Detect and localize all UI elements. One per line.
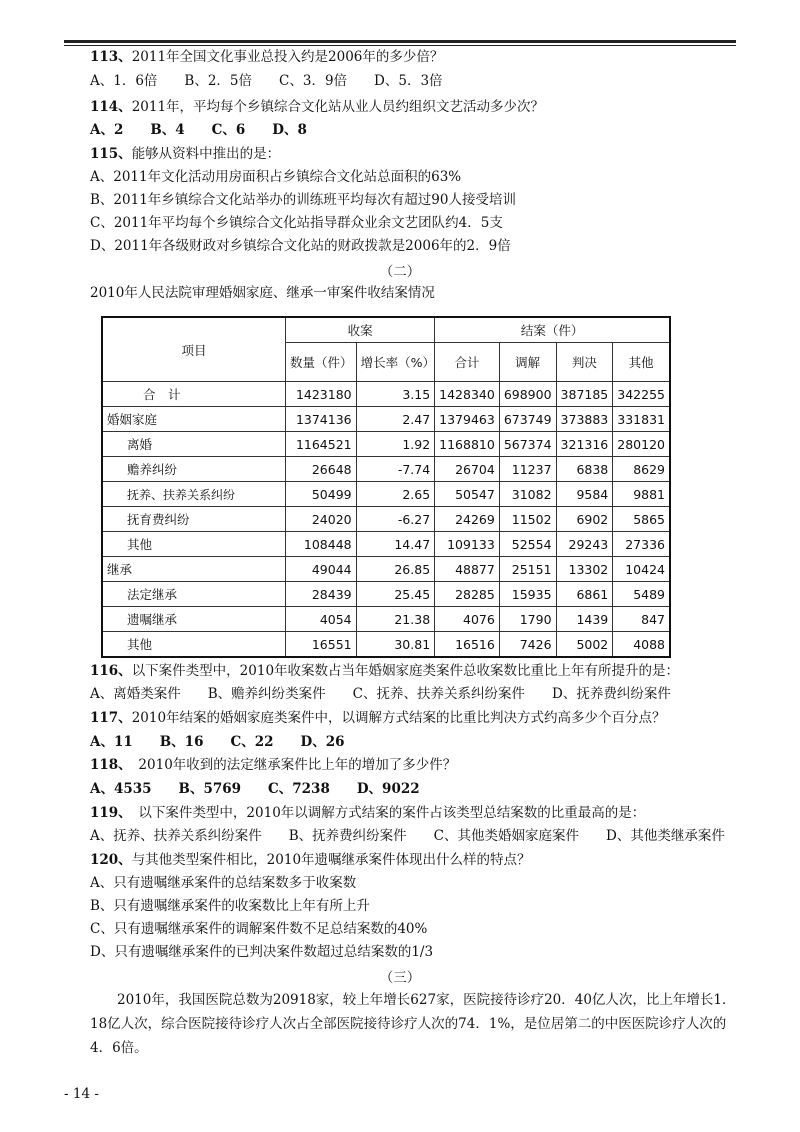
page-number: - 14 - [64, 1086, 99, 1102]
header-item: 项目 [102, 317, 286, 382]
header-rule-thin [64, 45, 736, 46]
question-118: 118、 2010年收到的法定继承案件比上年的增加了多少件？ [90, 757, 457, 773]
question-115: 115、能够从资料中推出的是： [90, 146, 281, 162]
question-120: 120、与其他类型案件相比，2010年遗嘱继承案件体现出什么样的特点？ [90, 852, 531, 868]
section-2-label: （二） [379, 264, 421, 280]
question-119-options: A、抚养、扶养关系纠纷案件 B、抚养费纠纷案件 C、其他类婚姻家庭案件 D、其他类继承案件 [90, 828, 725, 844]
question-118-options: A、4535 B、5769 C、7238 D、9022 [90, 781, 420, 797]
table-row: 合 计 1423180 3.15 1428340 698900 387185 342255 [102, 382, 670, 407]
question-120-option-d: D、只有遗嘱继承案件的已判决案件数超过总结案数的1/3 [90, 944, 434, 960]
question-117-options: A、11 B、16 C、22 D、26 [90, 734, 345, 750]
table-row: 抚养、扶养关系纠纷 50499 2.65 50547 31082 9584 9881 [102, 482, 670, 507]
header-closed: 结案（件） [435, 317, 670, 343]
header-mediation: 调解 [499, 343, 556, 382]
section-3-paragraph: 2010年，我国医院总数为20918家，较上年增长627家，医院接待诊疗20．40亿人次，比上年增长1．18亿人次，综合医院接待诊疗人次占全部医院接待诊疗人次的74．1%，是位居第二的中医医院诊疗人次的4．6倍。 [90, 992, 736, 1056]
question-115-option-b: B、2011年乡镇综合文化站举办的训练班平均每次有超过90人接受培训 [90, 192, 516, 208]
header-count: 数量（件） [286, 343, 357, 382]
question-119: 119、 以下案件类型中，2010年以调解方式结案的案件占该类型总结案数的比重最高的是： [90, 805, 646, 821]
question-116-options: A、离婚类案件 B、赡养纠纷类案件 C、抚养、扶养关系纠纷案件 D、抚养费纠纷案件 [90, 686, 671, 702]
table-row: 继承 49044 26.85 48877 25151 13302 10424 [102, 557, 670, 582]
question-120-option-c: C、只有遗嘱继承案件的调解案件数不足总结案数的40% [90, 921, 428, 937]
question-114-options: A、2 B、4 C、6 D、8 [90, 122, 307, 138]
question-116: 116、以下案件类型中，2010年收案数占当年婚姻家庭类案件总收案数比重比上年有所提升的是： [90, 663, 680, 679]
question-115-option-c: C、2011年平均每个乡镇综合文化站指导群众业余文艺团队约4．5支 [90, 215, 503, 231]
case-statistics-table [101, 316, 671, 658]
section-3-label: （三） [379, 970, 421, 986]
question-120-option-a: A、只有遗嘱继承案件的总结案数多于收案数 [90, 875, 357, 891]
question-113: 113、2011年全国文化事业总投入约是2006年的多少倍？ [90, 49, 444, 65]
table-row: 婚姻家庭 1374136 2.47 1379463 673749 373883 331831 [102, 407, 670, 432]
question-120-option-b: B、只有遗嘱继承案件的收案数比上年有所上升 [90, 898, 370, 914]
question-114: 114、2011年，平均每个乡镇综合文化站从业人员约组织文艺活动多少次？ [90, 99, 545, 115]
header-rule-thick [64, 40, 736, 43]
header-growth: 增长率（%） [356, 343, 435, 382]
table-row: 离婚 1164521 1.92 1168810 567374 321316 280120 [102, 432, 670, 457]
header-judgment: 判决 [556, 343, 613, 382]
question-115-option-a: A、2011年文化活动用房面积占乡镇综合文化站总面积的63% [90, 169, 462, 185]
header-received: 收案 [286, 317, 435, 343]
question-115-option-d: D、2011年各级财政对乡镇综合文化站的财政拨款是2006年的2．9倍 [90, 238, 511, 254]
table-row: 抚育费纠纷 24020 -6.27 24269 11502 6902 5865 [102, 507, 670, 532]
header-other: 其他 [613, 343, 670, 382]
table-caption: 2010年人民法院审理婚姻家庭、继承一审案件收结案情况 [90, 285, 435, 301]
table-row: 法定继承 28439 25.45 28285 15935 6861 5489 [102, 582, 670, 607]
header-total: 合计 [435, 343, 500, 382]
table-row: 赡养纠纷 26648 -7.74 26704 11237 6838 8629 [102, 457, 670, 482]
table-row: 其他 16551 30.81 16516 7426 5002 4088 [102, 632, 670, 658]
question-117: 117、2010年结案的婚姻家庭类案件中，以调解方式结案的比重比判决方式约高多少个百分点？ [90, 710, 666, 726]
question-113-options: A、1．6倍 B、2．5倍 C、3．9倍 D、5．3倍 [90, 73, 443, 89]
table-row: 遗嘱继承 4054 21.38 4076 1790 1439 847 [102, 607, 670, 632]
table-row: 其他 108448 14.47 109133 52554 29243 27336 [102, 532, 670, 557]
